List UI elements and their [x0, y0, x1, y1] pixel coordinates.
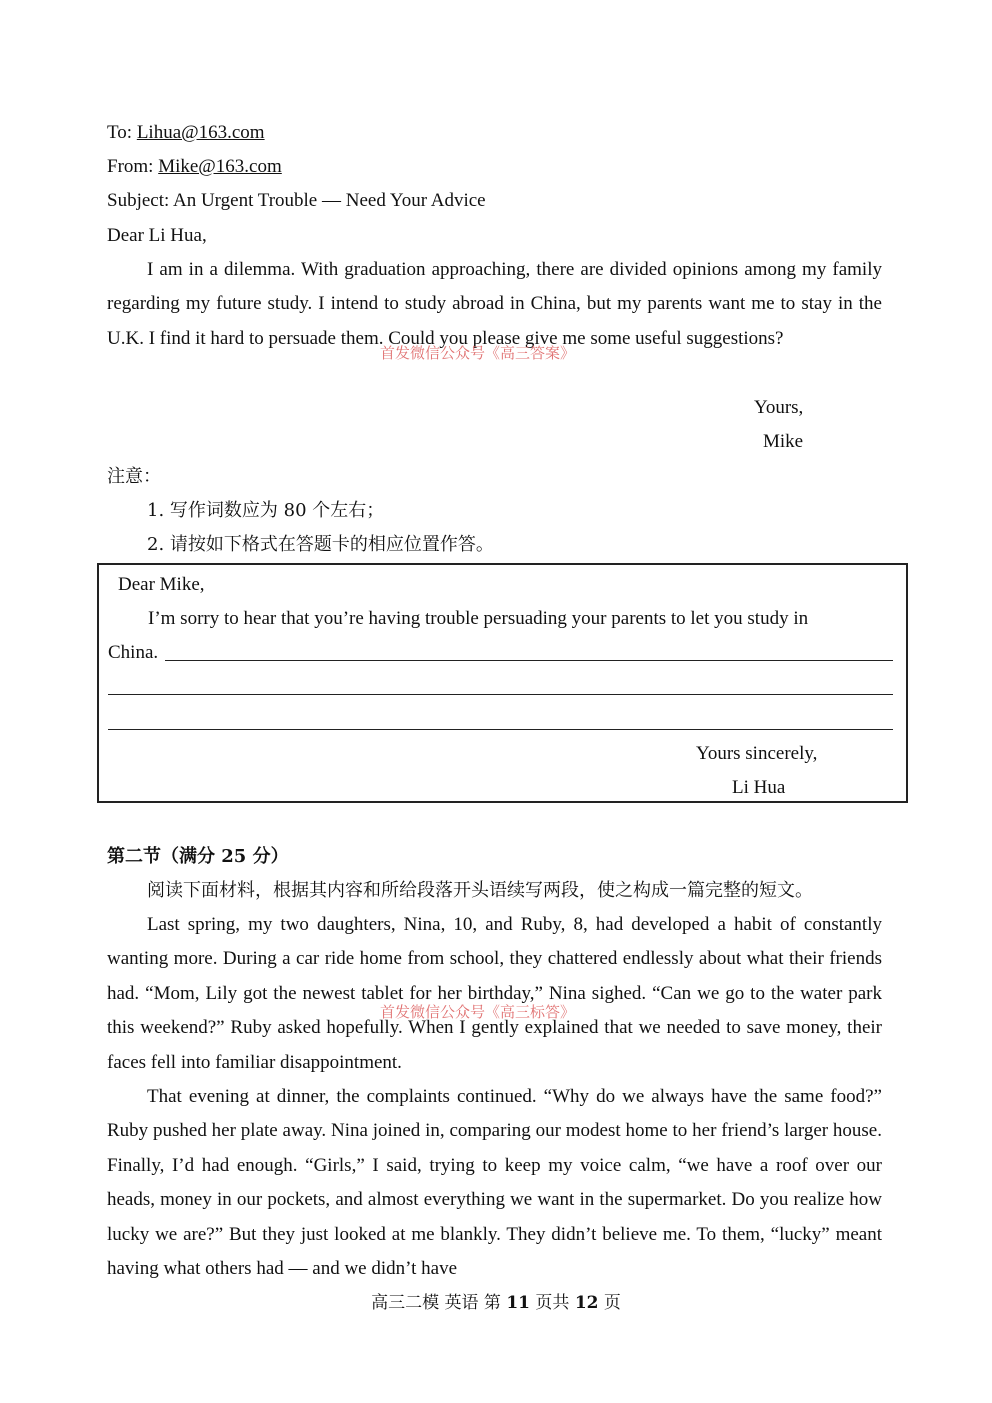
email-to-label: To:	[107, 122, 137, 143]
writing-line	[108, 694, 893, 695]
email-body: I am in a dilemma. With graduation approaching, there are divided opinions among my family regarding my future study. I intend to study abroad in China, but my parents want me to stay in the U.K. I find it hard to persuade them. Could you please give me some useful suggestions?	[107, 259, 882, 349]
email-subject: Subject: An Urgent Trouble — Need Your Advice	[107, 190, 486, 211]
footer-total-pages: 12	[574, 1293, 599, 1313]
footer-of: 页共	[530, 1293, 575, 1313]
section-title: 第二节（满分 25 分）	[107, 846, 289, 867]
story-paragraph: Last spring, my two daughters, Nina, 10, and Ruby, 8, had developed a habit of constantly wanting more. During a car ride home from school, they chattered endlessly about what their friends had. “Mom, Lily got the newest tablet for her birthday,” Nina sighed. “Can we go to the water park this weekend?” Ruby asked hopefully. When I gently explained that we needed to save money, their faces fell into familiar disappointment.	[107, 914, 882, 1073]
answer-greeting: Dear Mike,	[118, 574, 205, 595]
email-from-link[interactable]: Mike@163.com	[158, 156, 282, 177]
notes-item: 1. 写作词数应为 80 个左右；	[147, 500, 385, 521]
answer-opening-line: I’m sorry to hear that you’re having trouble persuading your parents to let you study in	[148, 608, 809, 629]
answer-format-box	[97, 563, 908, 803]
writing-line	[165, 660, 893, 661]
email-closing: Yours,	[754, 397, 804, 418]
writing-line	[108, 729, 893, 730]
story-paragraph: That evening at dinner, the complaints continued. “Why do we always have the same food?” Ruby pushed her plate away. Nina joined in, comparing our modest home to her friend’s larger house. Finally, I’d had enough. “Girls,” I said, trying to keep my voice calm, “we have a roof over our heads, money in our pockets, and almost everything we want in the supermarket. Do you realize how lucky we are?” But they just looked at me blankly. They didn’t believe me. To them, “lucky” meant having what others had — and we didn’t have	[107, 1086, 882, 1280]
footer-suffix: 页	[598, 1293, 621, 1313]
footer-page-number: 11	[506, 1293, 530, 1313]
watermark: 首发微信公众号《高三答案》	[380, 344, 576, 362]
page-footer	[0, 1288, 992, 1313]
email-from-label: From:	[107, 156, 159, 177]
notes-label: 注意：	[107, 466, 161, 487]
email-greeting: Dear Li Hua,	[107, 225, 207, 246]
answer-opening-line: China.	[108, 642, 159, 663]
section-instruction: 阅读下面材料，根据其内容和所给段落开头语续写两段，使之构成一篇完整的短文。	[147, 880, 813, 901]
answer-closing: Yours sincerely,	[696, 743, 818, 764]
email-to-link[interactable]: Lihua@163.com	[136, 122, 265, 143]
email-from	[107, 155, 282, 179]
watermark: 首发微信公众号《高三标答》	[380, 1003, 576, 1021]
email-signature: Mike	[763, 431, 804, 452]
email-to	[107, 121, 265, 145]
footer-exam: 高三二模 英语 第	[371, 1293, 507, 1313]
answer-signature: Li Hua	[732, 777, 786, 798]
notes-item: 2. 请按如下格式在答题卡的相应位置作答。	[147, 534, 494, 555]
